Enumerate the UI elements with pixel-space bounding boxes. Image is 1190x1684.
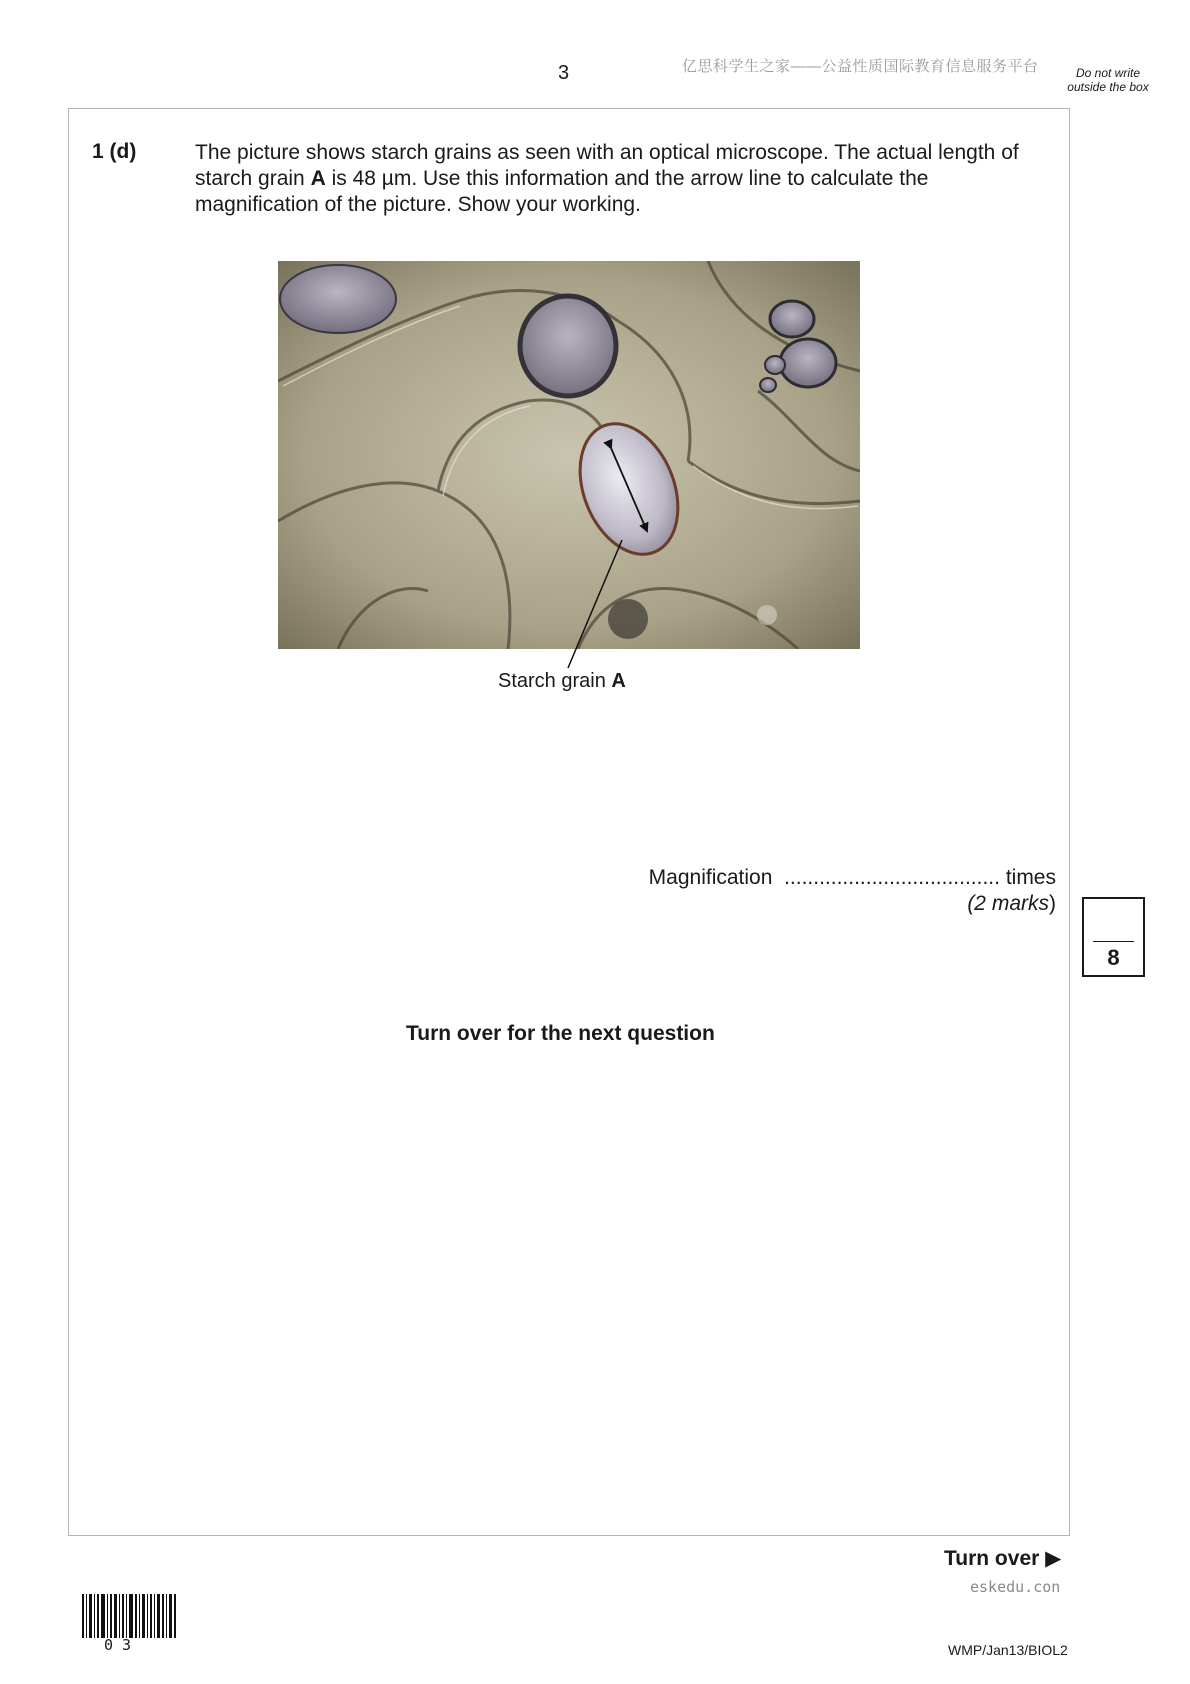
website-watermark: eskedu.con [970,1578,1061,1596]
score-total: 8 [1107,945,1120,970]
caption-label: Starch grain [498,670,612,692]
barcode-digits: 0 3 [104,1636,132,1654]
turn-over-label: Turn over ▶ [944,1547,1062,1570]
question-text-part1: The picture shows starch grains as seen with an optical microscope. The actual length of starch grain [195,141,1019,190]
barcode-icon [82,1594,178,1638]
magnification-answer-line[interactable] [620,866,1056,890]
question-text-part2: is 48 µm. Use this information and the arrow line to calculate the magnification of the picture. Show your working. [195,167,929,216]
paper-code: WMP/Jan13/BIOL2 [948,1642,1068,1658]
next-question-note: Turn over for the next question [406,1022,715,1045]
marks-close: ) [1049,892,1056,915]
page-number: 3 [558,62,570,84]
watermark-header: 亿思科学生之家——公益性质国际教育信息服务平台 [682,58,1039,75]
score-box [1082,897,1145,977]
margin-note: Do not write outside the box [1067,66,1149,94]
answer-dots[interactable]: ..................................... [784,866,1000,889]
label-line [560,540,630,670]
marks-open: (2 marks [967,892,1049,915]
question-number: 1 (d) [92,140,137,163]
grain-letter: A [310,167,326,190]
marks-label [620,892,1056,916]
score-rule [1093,941,1134,942]
magnification-label: Magnification [648,866,773,889]
magnification-unit: times [1005,866,1056,889]
caption-letter: A [611,670,626,692]
grain-caption [498,670,626,693]
question-text [195,140,1055,218]
